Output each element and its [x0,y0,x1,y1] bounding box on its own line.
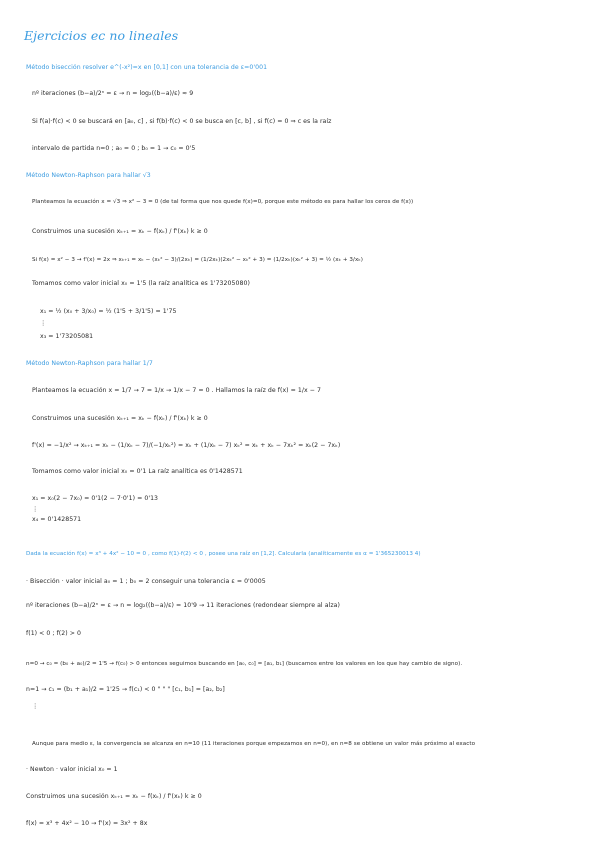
note-line: f(x) = x³ + 4x² − 10 → f'(x) = 3x² + 8x [26,820,148,827]
section-heading-cubic-equation: Dada la ecuación f(x) = x³ + 4x² − 10 = 0 , como f(1)·f(2) < 0 , posee una raíz en [1,2]. Calcularla (analíticamente es α = 1'365230013 4) [26,551,421,557]
note-line: Si f(x) = x² − 3 → f'(x) = 2x ⇒ xₖ₊₁ = xₖ − (xₖ² − 3)/(2xₖ) = (1/2xₖ)(2xₖ² − xₖ² + 3) = (1/2xₖ)(xₖ² + 3) = ½ (xₖ + 3/xₖ) [32,257,363,263]
note-line: ⋮ [32,703,39,710]
note-line: nº iteraciones (b−a)/2ⁿ = ε → n = log₂((b−a)/ε) = 10'9 → 11 iteraciones (redondear siempre al alza) [26,602,340,609]
section-heading-newton-inverse: Método Newton-Raphson para hallar 1/7 [26,360,153,367]
note-line: intervalo de partida n=0 ; a₀ = 0 ; b₀ = 1 → c₀ = 0'5 [32,145,196,152]
note-line: f'(x) = −1/x² → xₖ₊₁ = xₖ − (1/xₖ − 7)/(−1/xₖ²) = xₖ + (1/xₖ − 7) xₖ² = xₖ + xₖ − 7xₖ² = xₖ(2 − 7xₖ) [32,442,341,449]
note-line: n=1 → c₁ = (b₁ + a₁)/2 = 1'25 → f(c₁) < 0 " " " [c₁, b₁] = [a₂, b₂] [26,686,225,693]
note-line: x₁ = ½ (x₀ + 3/x₀) = ½ (1'5 + 3/1'5) = 1'75 [40,308,177,315]
note-line: ⋮ [32,506,39,513]
note-line: nº iteraciones (b−a)/2ⁿ = ε → n = log₂((b−a)/ε) ≈ 9 [32,90,194,97]
note-line: Tomamos como valor inicial x₀ = 1'5 (la raíz analítica es 1'73205080) [32,280,250,287]
note-line: Planteamos la ecuación x = 1/7 → 7 = 1/x → 1/x − 7 = 0 . Hallamos la raíz de f(x) = 1/x − 7 [32,387,321,394]
note-line: ⋮ [40,320,47,327]
note-line: x₁ = x₀(2 − 7x₀) = 0'1(2 − 7·0'1) = 0'13 [32,495,159,502]
note-line: Construimos una sucesión xₖ₊₁ = xₖ − f(xₖ) / f'(xₖ) k ≥ 0 [32,415,208,422]
page-title: Ejercicios ec no lineales [24,28,179,43]
note-line: Construimos una sucesión xₖ₊₁ = xₖ − f(xₖ) / f'(xₖ) k ≥ 0 [32,228,208,235]
section-heading-bisection: Método bisección resolver e^(-x²)=x en [0,1] con una tolerancia de ε=0'001 [26,64,268,71]
note-line: x₄ = 0'1428571 [32,516,82,523]
section-heading-newton-sqrt3: Método Newton-Raphson para hallar √3 [26,172,151,179]
note-line: · Newton · valor inicial x₀ = 1 [26,766,118,773]
note-line: Tomamos como valor inicial x₀ = 0'1 La raíz analítica es 0'1428571 [32,468,243,475]
note-line: Aunque para medio ε, la convergencia se alcanza en n=10 (11 iteraciones porque empezamos en n=0), en n=8 se obtiene un valor más próximo al exacto [32,741,476,747]
note-line: Construimos una sucesión xₖ₊₁ = xₖ − f(xₖ) / f'(xₖ) k ≥ 0 [26,793,202,800]
note-line: x₃ = 1'73205081 [40,333,94,340]
note-line: Planteamos la ecuación x = √3 ⇒ x² − 3 = 0 (de tal forma que nos quede f(x)=0, porque este método es para hallar los ceros de f(x)) [32,199,414,205]
note-line: f(1) < 0 ; f(2) > 0 [26,630,81,637]
note-line: Si f(a)·f(c) < 0 se buscará en [a₀, c] , si f(b)·f(c) < 0 se busca en [c, b] , si f(c) = 0 ⇒ c es la raíz [32,118,332,125]
note-line: · Bisección · valor inicial a₀ = 1 ; b₀ = 2 conseguir una tolerancia ε = 0'0005 [26,578,266,585]
note-line: n=0 → c₀ = (b₀ + a₀)/2 = 1'5 → f(c₀) > 0 entonces seguimos buscando en [a₀, c₀] = [a₁, b₁] (buscamos entre los valores en los que hay cambio de signo). [26,661,463,667]
